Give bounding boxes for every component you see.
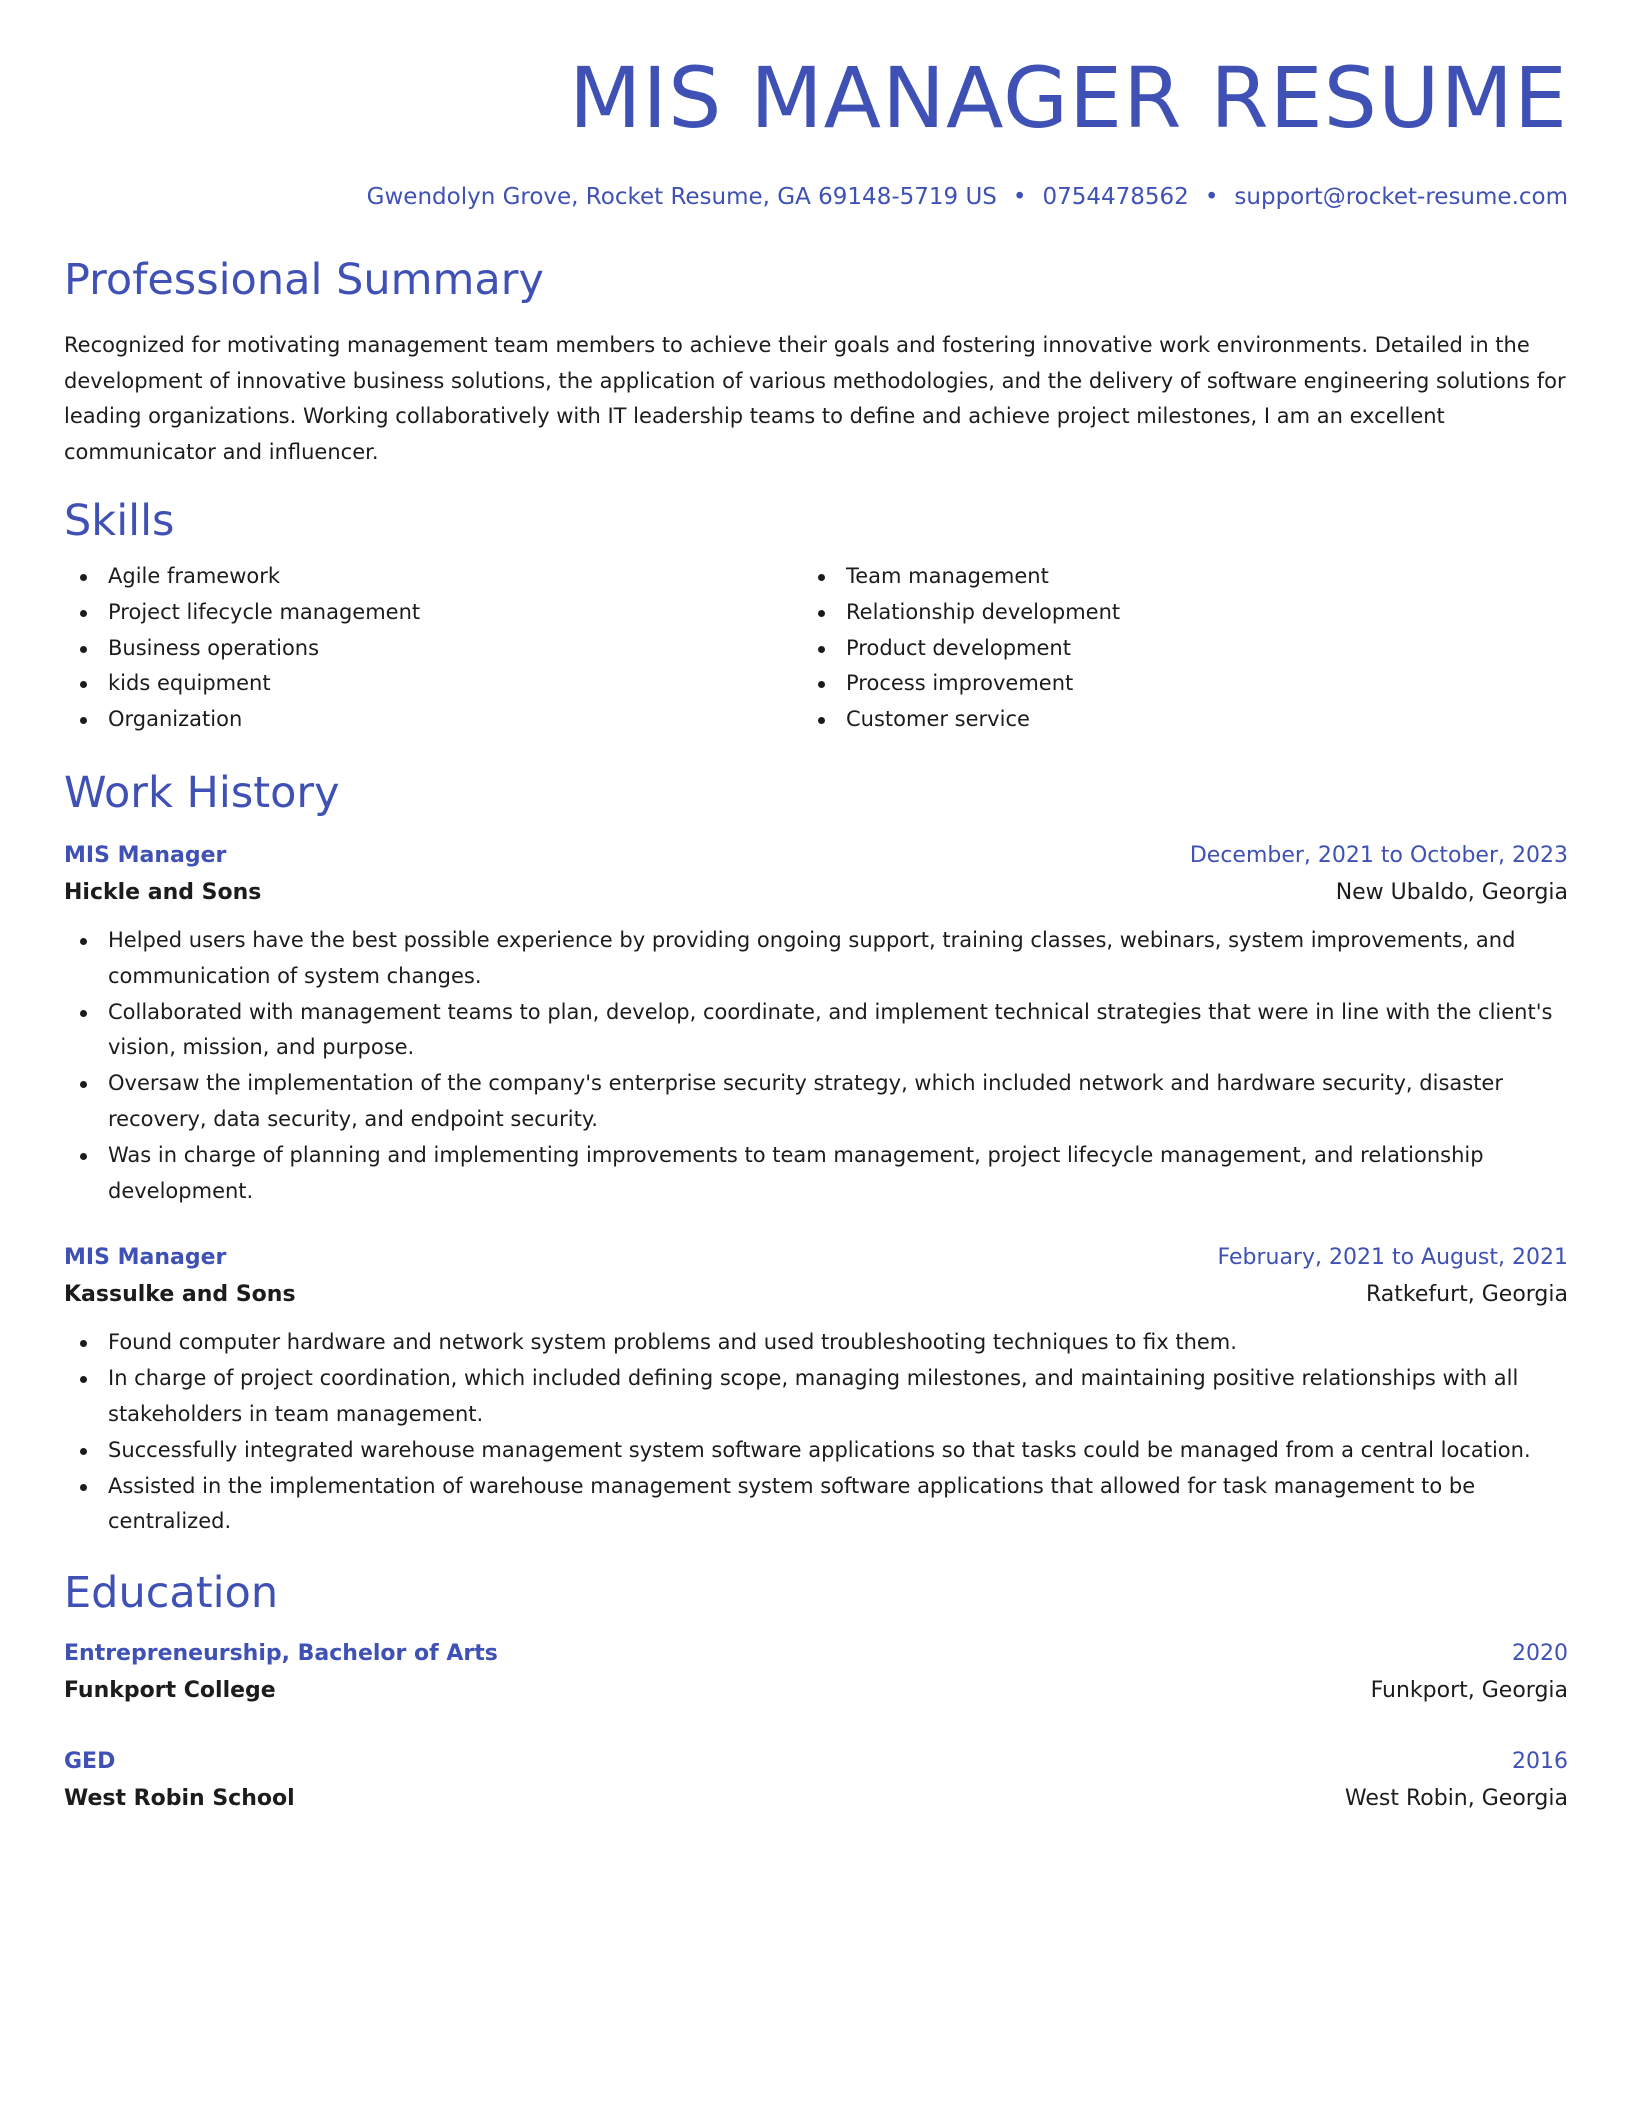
skills-heading: Skills	[64, 496, 175, 546]
job-bullet	[64, 1066, 1568, 1138]
skill-label: Organization	[108, 707, 243, 732]
job-bullet	[64, 1433, 1568, 1469]
education-school: Funkport College	[64, 1678, 276, 1704]
job-bullet-text: Successfully integrated warehouse management system software applications so that tasks could be managed from a central location.	[108, 1437, 1531, 1462]
job-bullet	[64, 995, 1568, 1067]
bullet-icon	[80, 646, 87, 653]
job-entry	[64, 1245, 1568, 1540]
job-bullets	[64, 923, 1568, 1209]
bullet-icon	[818, 610, 825, 617]
job-bullets	[64, 1325, 1568, 1540]
skill-item	[64, 631, 802, 667]
education-entry	[64, 1749, 1568, 1811]
contact-address: Gwendolyn Grove, Rocket Resume, GA 69148-5719 US	[366, 184, 997, 210]
skill-item	[802, 595, 1540, 631]
skills-column-left	[64, 559, 802, 738]
job-dates: February, 2021 to August, 2021	[1217, 1245, 1568, 1271]
education-entry	[64, 1641, 1568, 1703]
skill-label: kids equipment	[108, 671, 271, 696]
bullet-icon	[80, 1376, 87, 1383]
skill-label: Project lifecycle management	[108, 599, 421, 624]
education-school-row	[64, 1786, 1568, 1811]
contact-phone: 0754478562	[1042, 184, 1189, 210]
skill-item	[802, 559, 1540, 595]
work-history-heading: Work History	[64, 767, 340, 818]
job-header-row	[64, 843, 1568, 868]
skill-label: Business operations	[108, 635, 320, 660]
job-bullet-text: Collaborated with management teams to plan, develop, coordinate, and implement technical strategies that were in line with the client's vision, mission, and purpose.	[108, 999, 1553, 1060]
education-school: West Robin School	[64, 1786, 295, 1812]
skill-label: Agile framework	[108, 564, 281, 588]
bullet-icon	[818, 717, 825, 724]
skills-column-right	[802, 559, 1540, 738]
education-year: 2016	[1512, 1749, 1568, 1775]
skill-label: Relationship development	[846, 599, 1121, 624]
job-bullet	[64, 923, 1568, 995]
skill-item	[64, 666, 802, 702]
bullet-icon	[818, 574, 825, 581]
education-header-row	[64, 1749, 1568, 1774]
job-location: Ratkefurt, Georgia	[1365, 1282, 1568, 1308]
education-header-row	[64, 1641, 1568, 1666]
skill-item	[802, 702, 1540, 738]
contact-email[interactable]: support@rocket-resume.com	[1234, 184, 1568, 210]
contact-line	[64, 186, 1568, 209]
job-company-row	[64, 1282, 1568, 1307]
bullet-icon	[80, 1484, 87, 1491]
skill-label: Team management	[846, 564, 1049, 588]
job-location: New Ubaldo, Georgia	[1335, 879, 1568, 905]
summary-text: Recognized for motivating management team members to achieve their goals and fostering innovative work environments. Detailed in the development of innovative business solutions, the application of various methodologies, and the delivery of software engineering solutions for leading organizations. Working collaboratively with IT leadership teams to define and achieve project milestones, I am an excellent communicator and influencer.	[64, 333, 1566, 464]
bullet-icon	[80, 1010, 87, 1017]
job-bullet	[64, 1469, 1568, 1541]
skills-grid	[64, 559, 1568, 738]
bullet-icon	[818, 646, 825, 653]
skill-item	[802, 631, 1540, 667]
skill-label: Product development	[846, 635, 1071, 660]
job-bullet-text: Oversaw the implementation of the company's enterprise security strategy, which included network and hardware security, disaster recovery, data security, and endpoint security.	[108, 1071, 1503, 1131]
contact-separator: •	[1204, 184, 1219, 210]
skill-item	[802, 666, 1540, 702]
job-company: Kassulke and Sons	[64, 1282, 296, 1308]
bullet-icon	[80, 574, 87, 581]
education-year: 2020	[1512, 1641, 1568, 1667]
skill-label: Customer service	[846, 707, 1030, 732]
bullet-icon	[80, 717, 87, 724]
resume-title: MIS MANAGER RESUME	[568, 49, 1568, 147]
education-location: West Robin, Georgia	[1344, 1786, 1568, 1812]
bullet-icon	[80, 1448, 87, 1455]
contact-separator: •	[1012, 184, 1027, 210]
bullet-icon	[80, 938, 87, 945]
bullet-icon	[80, 1153, 87, 1160]
summary-heading: Professional Summary	[64, 255, 544, 305]
bullet-icon	[80, 610, 87, 617]
education-school-row	[64, 1678, 1568, 1703]
job-header-row	[64, 1245, 1568, 1270]
job-entry	[64, 843, 1568, 1209]
job-company: Hickle and Sons	[64, 879, 262, 905]
bullet-icon	[818, 681, 825, 688]
bullet-icon	[80, 1081, 87, 1088]
bullet-icon	[80, 681, 87, 688]
job-bullet-text: Assisted in the implementation of warehouse management system software applications that allowed for task management to be centralized.	[108, 1473, 1476, 1534]
job-bullet-text: Helped users have the best possible experience by providing ongoing support, training classes, webinars, system improvements, and communication of system changes.	[108, 927, 1516, 988]
education-degree: Entrepreneurship, Bachelor of Arts	[64, 1641, 498, 1667]
job-company-row	[64, 880, 1568, 905]
job-bullet	[64, 1325, 1568, 1361]
skill-item	[64, 559, 802, 595]
education-location: Funkport, Georgia	[1370, 1678, 1568, 1704]
job-dates: December, 2021 to October, 2023	[1189, 842, 1568, 868]
skill-item	[64, 595, 802, 631]
job-bullet-text: Found computer hardware and network system problems and used troubleshooting techniques to fix them.	[108, 1330, 1237, 1355]
job-bullet	[64, 1138, 1568, 1210]
job-bullet	[64, 1361, 1568, 1433]
education-heading: Education	[64, 1568, 279, 1619]
bullet-icon	[80, 1340, 87, 1347]
education-degree: GED	[64, 1749, 116, 1775]
job-bullet-text: In charge of project coordination, which included defining scope, managing milestones, and maintaining positive relationships with all stakeholders in team management.	[108, 1366, 1519, 1426]
skill-item	[64, 702, 802, 738]
job-title: MIS Manager	[64, 842, 227, 868]
skill-label: Process improvement	[846, 671, 1074, 696]
job-bullet-text: Was in charge of planning and implementing improvements to team management, project lifecycle management, and relationship development.	[108, 1142, 1484, 1203]
job-title: MIS Manager	[64, 1245, 227, 1271]
